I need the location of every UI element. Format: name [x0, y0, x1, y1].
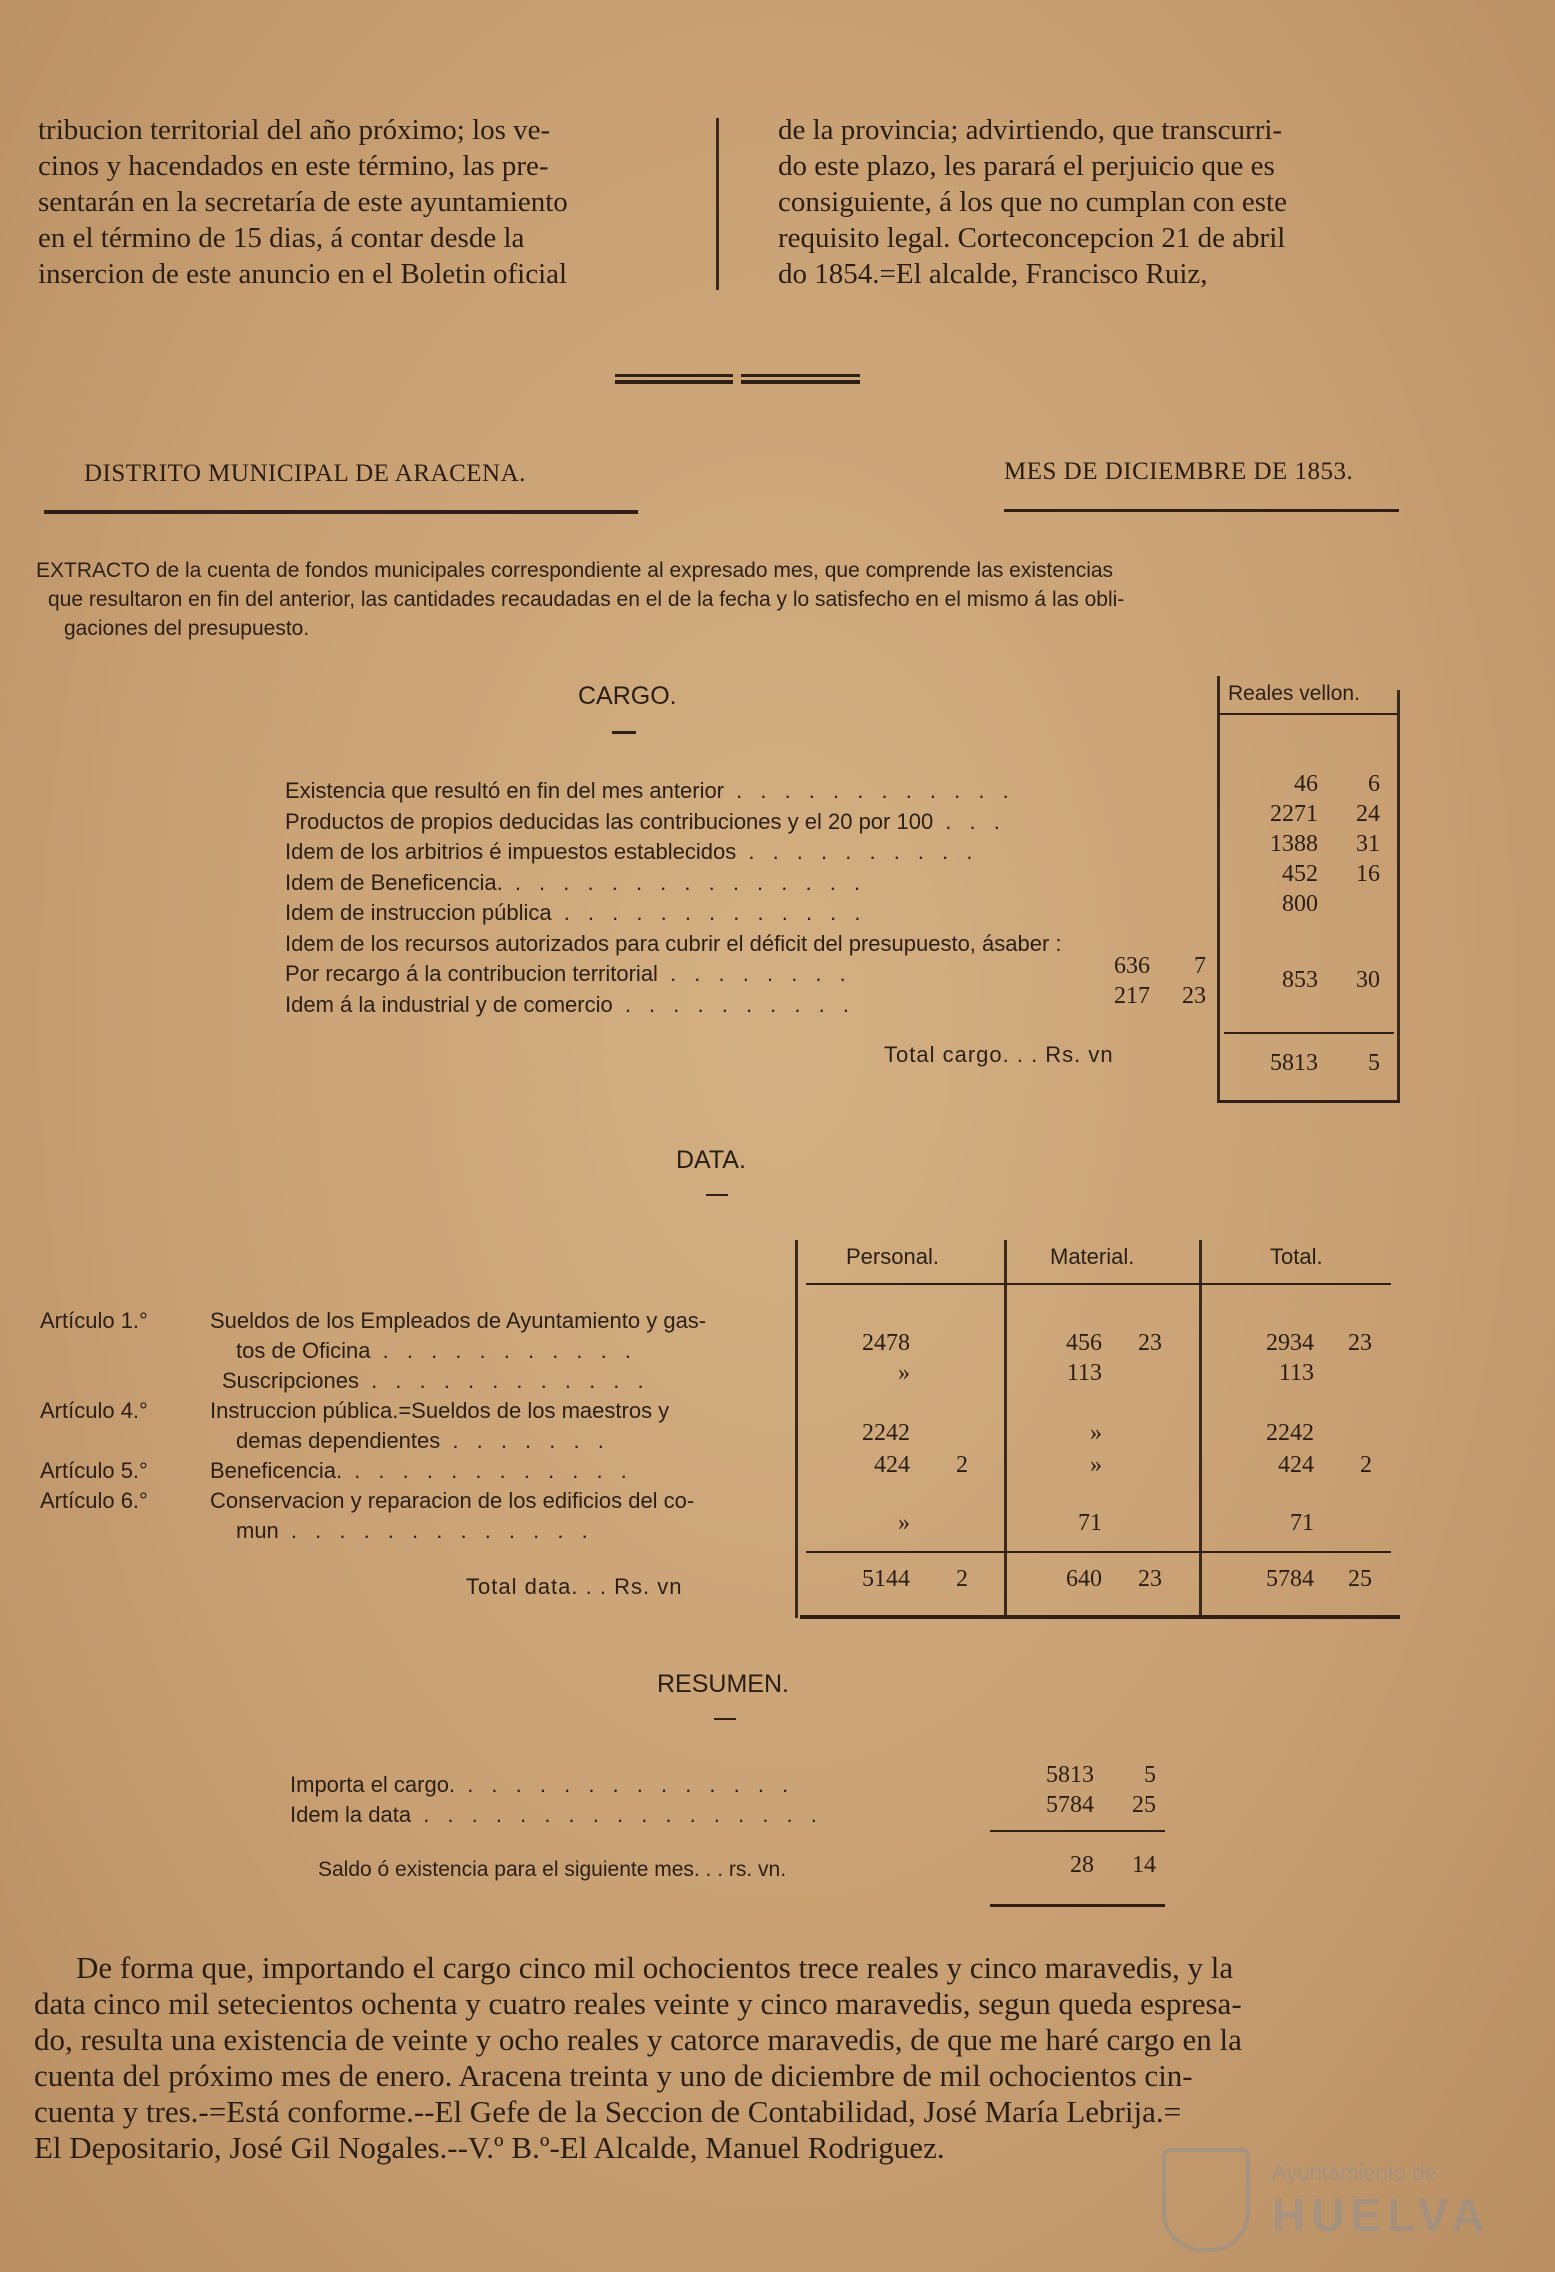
- cargo-total-value: 5813: [1270, 1050, 1318, 1076]
- closing-line: De forma que, importando el cargo cinco mil ochocientos trece reales y cinco maravedis, y la: [76, 1950, 1234, 1985]
- district-title: DISTRITO MUNICIPAL DE ARACENA.: [84, 460, 526, 487]
- closing-line: El Depositario, José Gil Nogales.--V.º B.º-El Alcalde, Manuel Rodriguez.: [34, 2130, 945, 2165]
- data-row-label: Sueldos de los Empleados de Ayuntamiento y gas-: [210, 1308, 707, 1333]
- cargo-title-dash: [612, 731, 636, 734]
- cargo-subrow-label: Idem á la industrial y de comercio . . . . . . . . . .: [285, 991, 855, 1017]
- extract-intro: [36, 556, 1416, 643]
- cargo-bottom-rule: [1217, 1100, 1400, 1103]
- data-total-material-mrs: 23: [1138, 1566, 1162, 1592]
- data-material: »: [1090, 1452, 1102, 1478]
- resumen-subtotal-rule: [990, 1830, 1165, 1832]
- cargo-right-rule: [1397, 690, 1400, 1101]
- col-header-material: Material.: [1050, 1244, 1135, 1269]
- article-label: Artículo 6.°: [40, 1488, 148, 1513]
- data-total-label: Total data. . . Rs. vn: [466, 1574, 683, 1599]
- data-material: »: [1090, 1420, 1102, 1446]
- huelva-shield-icon: [1162, 2148, 1250, 2252]
- cargo-value: 1388: [1270, 831, 1318, 857]
- text-line: consiguiente, á los que no cumplan con este: [778, 186, 1287, 218]
- data-row-label: demas dependientes . . . . . . .: [236, 1428, 610, 1453]
- data-personal: 2478: [862, 1330, 910, 1356]
- text-line: tribucion territorial del año próximo; los ve-: [38, 114, 551, 146]
- data-header-rule: [806, 1283, 1391, 1285]
- col-header-personal: Personal.: [846, 1244, 939, 1269]
- data-row-label: tos de Oficina . . . . . . . . . . .: [236, 1338, 637, 1363]
- cargo-mrs: 24: [1356, 801, 1380, 827]
- data-material: 71: [1078, 1510, 1102, 1536]
- data-labels: [210, 1306, 800, 1546]
- data-total-mrs: 23: [1348, 1330, 1372, 1356]
- closing-paragraph: [34, 1950, 1434, 2166]
- cargo-value: 800: [1282, 891, 1318, 917]
- cargo-subrow-label: Por recargo á la contribucion territorial . . . . . . . .: [285, 961, 852, 986]
- cargo-row-label: Idem de los arbitrios é impuestos establecidos . . . . . . . . . .: [285, 839, 979, 864]
- article-label: Artículo 1.°: [40, 1308, 148, 1333]
- column-divider: [716, 118, 719, 290]
- col-header-total: Total.: [1270, 1244, 1323, 1269]
- resumen-data-mrs: 25: [1132, 1792, 1156, 1818]
- data-title-dash: [706, 1194, 728, 1196]
- data-total-personal: 5144: [862, 1566, 910, 1592]
- article-label: Artículo 4.°: [40, 1398, 148, 1423]
- text-line: sentarán en la secretaría de este ayuntamiento: [38, 186, 568, 218]
- cargo-recursos-label: Idem de los recursos autorizados para cubrir el déficit del presupuesto, ásaber :: [285, 930, 1062, 956]
- resumen-data-label: Idem la data . . . . . . . . . . . . . . . . .: [290, 1802, 823, 1827]
- resumen-data-value: 5784: [1046, 1792, 1094, 1818]
- cargo-subrow-value: 217: [1114, 983, 1150, 1009]
- intro-line: que resultaron en fin del anterior, las cantidades recaudadas en el de la fecha y lo satisfecho en el mismo á las obli-: [48, 588, 1125, 611]
- data-total: 2242: [1266, 1420, 1314, 1446]
- cargo-left-rule: [1217, 676, 1220, 1101]
- data-row-label: Conservacion y reparacion de los edificios del co-: [210, 1488, 695, 1513]
- cargo-row-label: Productos de propios deducidas las contribuciones y el 20 por 100 . . .: [285, 808, 1006, 834]
- cargo-recursos-total: 853: [1282, 967, 1318, 993]
- cargo-value: 46: [1294, 771, 1318, 797]
- district-underline: [44, 510, 638, 514]
- cargo-total-rule: [1224, 1032, 1394, 1034]
- top-left-column: [38, 112, 658, 292]
- cargo-row-label: Idem de Beneficencia. . . . . . . . . . . . . . . .: [285, 869, 867, 895]
- cargo-total-mrs: 5: [1368, 1050, 1380, 1076]
- data-material-mrs: 23: [1138, 1330, 1162, 1356]
- intro-line: gaciones del presupuesto.: [64, 617, 310, 640]
- data-row-label: Beneficencia. . . . . . . . . . . . .: [210, 1458, 633, 1483]
- resumen-title: RESUMEN.: [657, 1670, 789, 1698]
- data-personal-mrs: 2: [956, 1452, 968, 1478]
- data-total-personal-mrs: 2: [956, 1566, 968, 1592]
- resumen-saldo-mrs: 14: [1132, 1852, 1156, 1878]
- cargo-value: 2271: [1270, 801, 1318, 827]
- ornamental-separator: [615, 374, 860, 384]
- data-bottom-rule: [800, 1615, 1400, 1619]
- data-total: 424: [1278, 1452, 1314, 1478]
- data-personal: 2242: [862, 1420, 910, 1446]
- cargo-value: 452: [1282, 861, 1318, 887]
- resumen-title-dash: [714, 1718, 736, 1720]
- data-rule-3: [1199, 1240, 1202, 1618]
- data-total-material: 640: [1066, 1566, 1102, 1592]
- data-row-label: Suscripciones . . . . . . . . . . . .: [222, 1368, 650, 1393]
- closing-line: cuenta y tres.-=Está conforme.--El Gefe de la Seccion de Contabilidad, José María Lebrija.=: [34, 2094, 1182, 2129]
- cargo-title: CARGO.: [578, 682, 677, 710]
- watermark-line2: HUELVA: [1272, 2189, 1491, 2241]
- cargo-row-label: Idem de instruccion pública . . . . . . . . . . . . .: [285, 900, 867, 925]
- data-personal: »: [898, 1510, 910, 1536]
- closing-line: do, resulta una existencia de veinte y ocho reales y catorce maravedis, de que me haré cargo en la: [34, 2022, 1242, 2057]
- month-title: MES DE DICIEMBRE DE 1853.: [1004, 458, 1354, 485]
- resumen-saldo-value: 28: [1070, 1852, 1094, 1878]
- cargo-subrow-mrs: 23: [1182, 983, 1206, 1009]
- data-total-total-mrs: 25: [1348, 1566, 1372, 1592]
- closing-line: cuenta del próximo mes de enero. Aracena treinta y uno de diciembre de mil ochocientos cin-: [34, 2058, 1193, 2093]
- month-underline: [1004, 509, 1399, 512]
- resumen-cargo-mrs: 5: [1144, 1762, 1156, 1788]
- cargo-subrow-value: 636: [1114, 953, 1150, 979]
- resumen-bottom-rule: [990, 1904, 1165, 1907]
- data-total: 2934: [1266, 1330, 1314, 1356]
- resumen-saldo-label: Saldo ó existencia para el siguiente mes. . . rs. vn.: [318, 1858, 787, 1881]
- data-total: 71: [1290, 1510, 1314, 1536]
- cargo-header-rule: [1219, 713, 1397, 715]
- cargo-labels: [285, 776, 1062, 1020]
- resumen-cargo-label: Importa el cargo. . . . . . . . . . . . . . .: [290, 1772, 795, 1797]
- cargo-mrs: 31: [1356, 831, 1380, 857]
- text-line: insercion de este anuncio en el Boletin oficial: [38, 258, 568, 290]
- text-line: en el término de 15 dias, á contar desde la: [38, 222, 525, 254]
- text-line: cinos y hacendados en este término, las pre-: [38, 150, 549, 182]
- data-material: 456: [1066, 1330, 1102, 1356]
- closing-line: data cinco mil setecientos ochenta y cuatro reales veinte y cinco maravedis, segun queda espresa-: [34, 1986, 1242, 2021]
- data-rule-2: [1004, 1240, 1007, 1618]
- cargo-mrs: 16: [1356, 861, 1380, 887]
- data-total-rule: [806, 1551, 1391, 1553]
- data-total: 113: [1278, 1360, 1314, 1386]
- data-personal: 424: [874, 1452, 910, 1478]
- text-line: do 1854.=El alcalde, Francisco Ruiz,: [778, 258, 1208, 290]
- cargo-subrow-mrs: 7: [1194, 953, 1206, 979]
- data-personal: »: [898, 1360, 910, 1386]
- data-material: 113: [1066, 1360, 1102, 1386]
- text-line: de la provincia; advirtiendo, que transcurri-: [778, 114, 1283, 146]
- text-line: requisito legal. Corteconcepcion 21 de abril: [778, 222, 1286, 254]
- data-total-total: 5784: [1266, 1566, 1314, 1592]
- cargo-total-label: Total cargo. . . Rs. vn: [884, 1042, 1114, 1067]
- watermark-line1: Ayuntamiento de: [1272, 2160, 1437, 2185]
- top-right-column: [778, 112, 1408, 292]
- data-row-label: mun . . . . . . . . . . . . .: [236, 1518, 594, 1543]
- article-label: Artículo 5.°: [40, 1458, 148, 1483]
- cargo-mrs: 6: [1368, 771, 1380, 797]
- data-row-label: Instruccion pública.=Sueldos de los maestros y: [210, 1398, 670, 1423]
- resumen-cargo-value: 5813: [1046, 1762, 1094, 1788]
- cargo-recursos-total-mrs: 30: [1356, 967, 1380, 993]
- intro-line: EXTRACTO de la cuenta de fondos municipales correspondiente al expresado mes, que comprende las existencias: [36, 559, 1114, 582]
- cargo-row-label: Existencia que resultó en fin del mes anterior . . . . . . . . . . . .: [285, 778, 1015, 803]
- data-total-mrs: 2: [1360, 1452, 1372, 1478]
- reales-header: Reales vellon.: [1228, 682, 1360, 705]
- data-title: DATA.: [676, 1146, 746, 1174]
- text-line: do este plazo, les parará el perjuicio que es: [778, 150, 1275, 182]
